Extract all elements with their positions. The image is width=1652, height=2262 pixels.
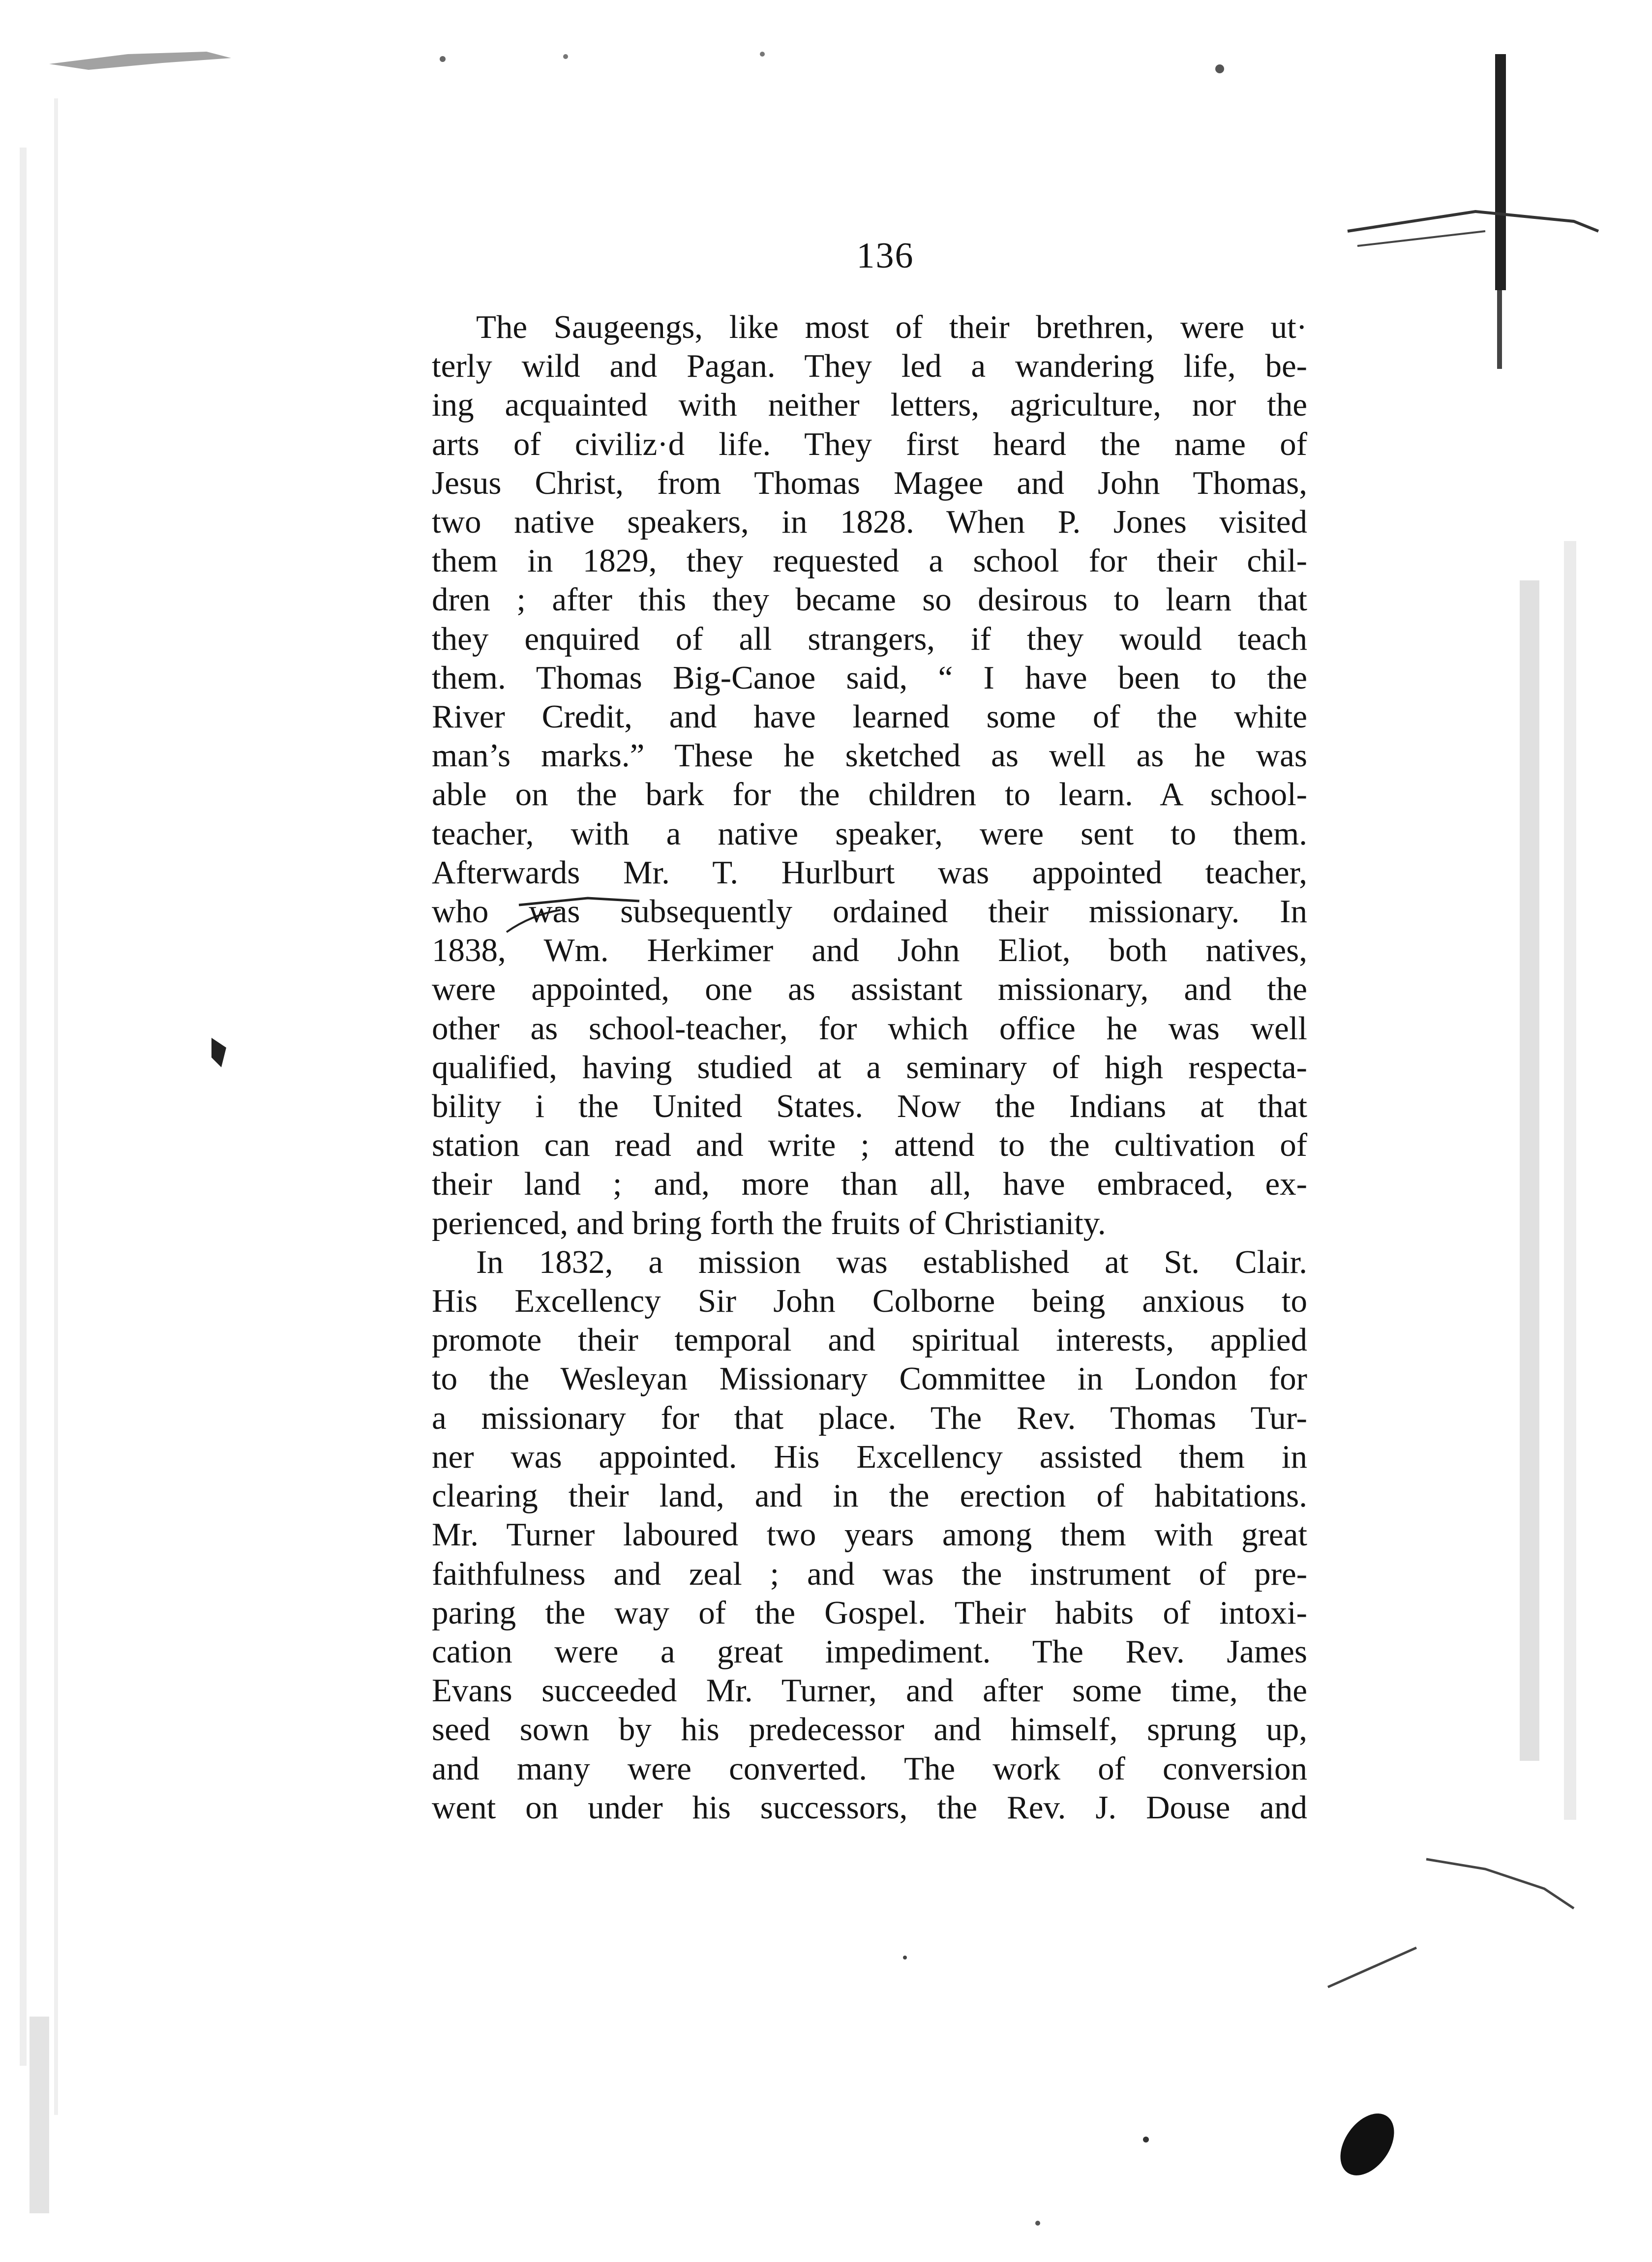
text-line: 1838, Wm. Herkimer and John Eliot, both natives, (432, 932, 1307, 969)
text-line: The Saugeengs, like most of their brethren, were ut· (476, 309, 1307, 345)
text-line: Evans succeeded Mr. Turner, and after some time, the (432, 1672, 1307, 1709)
text-line: they enquired of all strangers, if they would teach (432, 620, 1307, 657)
text-line: able on the bark for the children to learn. A school- (432, 776, 1307, 813)
body-text (432, 308, 1307, 1827)
text-line: two native speakers, in 1828. When P. Jones visited (432, 504, 1307, 541)
text-line: clearing their land, and in the erection of habitations. (432, 1478, 1307, 1514)
text-line: their land ; and, more than all, have embraced, ex- (432, 1166, 1307, 1203)
text-line: Jesus Christ, from Thomas Magee and John Thomas, (432, 464, 1307, 501)
text-line: them in 1829, they requested a school for their chil- (432, 543, 1307, 579)
text-line: ing acquainted with neither letters, agriculture, nor the (432, 387, 1307, 423)
text-line: to the Wesleyan Missionary Committee in London for (432, 1360, 1307, 1397)
text-line: perienced, and bring forth the fruits of Christianity. (432, 1205, 1106, 1241)
text-line: River Credit, and have learned some of the white (432, 698, 1307, 735)
text-line: other as school-teacher, for which office he was well (432, 1010, 1307, 1047)
text-line: promote their temporal and spiritual interests, applied (432, 1322, 1307, 1358)
text-line: and many were converted. The work of conversion (432, 1750, 1307, 1787)
text-line: teacher, with a native speaker, were sent to them. (432, 815, 1307, 852)
text-line: a missionary for that place. The Rev. Thomas Tur- (432, 1399, 1307, 1436)
text-line: Mr. Turner laboured two years among them with great (432, 1516, 1307, 1553)
text-line: went on under his successors, the Rev. J. Douse and (432, 1789, 1307, 1826)
text-line: paring the way of the Gospel. Their habits of intoxi- (432, 1594, 1307, 1631)
text-line: dren ; after this they became so desirous to learn that (432, 581, 1307, 618)
text-line: who was subsequently ordained their missionary. In (432, 893, 1307, 930)
text-line: cation were a great impediment. The Rev. James (432, 1633, 1307, 1670)
text-line: qualified, having studied at a seminary of high respecta- (432, 1049, 1307, 1086)
text-line: bility i the United States. Now the Indians at that (432, 1088, 1307, 1125)
text-line: faithfulness and zeal ; and was the instrument of pre- (432, 1555, 1307, 1592)
text-line: His Excellency Sir John Colborne being anxious to (432, 1283, 1307, 1320)
text-line: Afterwards Mr. T. Hurlburt was appointed teacher, (432, 854, 1307, 891)
text-line: ner was appointed. His Excellency assisted them in (432, 1438, 1307, 1475)
text-line: terly wild and Pagan. They led a wandering life, be- (432, 348, 1307, 385)
text-line: In 1832, a mission was established at St. Clair. (476, 1243, 1307, 1280)
page-number: 136 (856, 236, 914, 276)
text-line: seed sown by his predecessor and himself, sprung up, (432, 1711, 1307, 1748)
text-line: arts of civiliz·d life. They first heard the name of (432, 425, 1307, 462)
text-line: were appointed, one as assistant missionary, and the (432, 971, 1307, 1008)
text-line: man’s marks.” These he sketched as well as he was (432, 737, 1307, 774)
text-line: them. Thomas Big-Canoe said, “ I have been to the (432, 659, 1307, 696)
text-line: station can read and write ; attend to the cultivation of (432, 1127, 1307, 1164)
